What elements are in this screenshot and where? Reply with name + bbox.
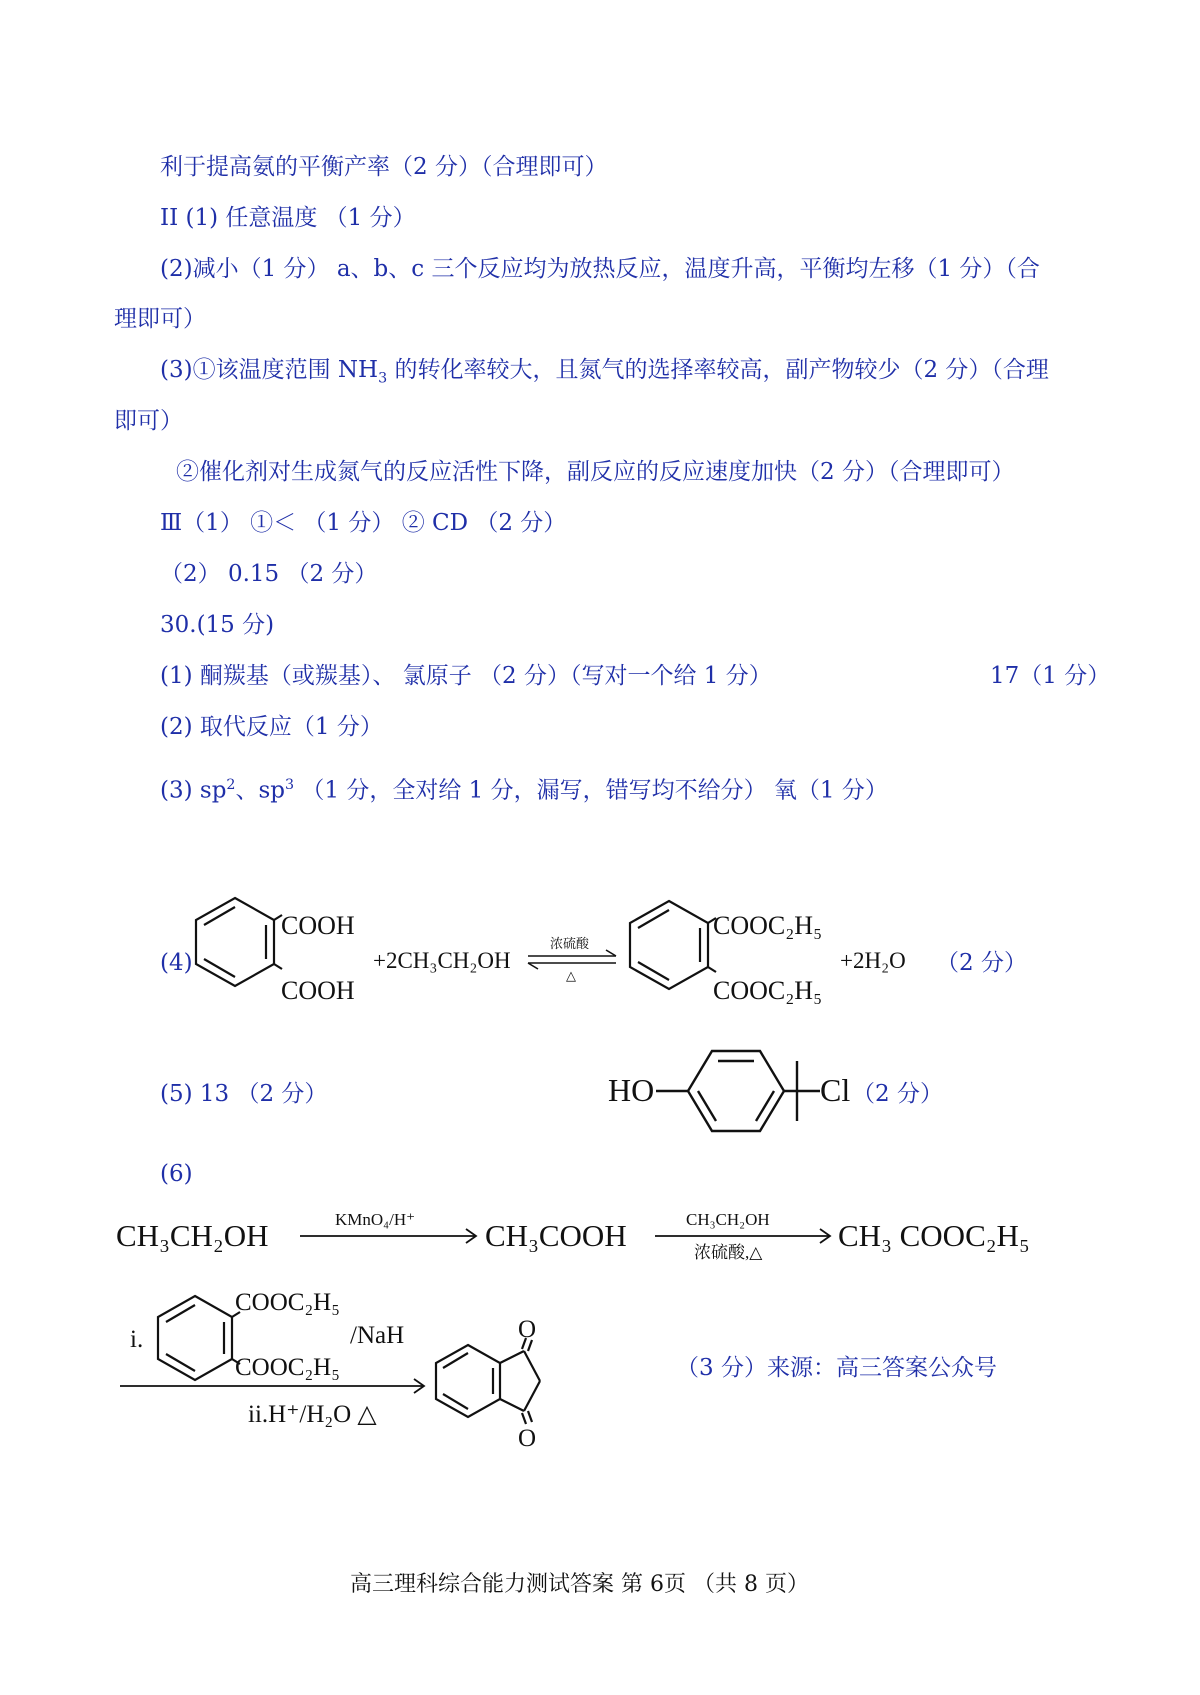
text-line: (1) 酮羰基（或羰基）、 氯原子 （2 分）（写对一个给 1 分） — [160, 663, 772, 689]
hydroxyl-label: HO — [608, 1072, 655, 1108]
text-span: 、sp — [235, 777, 286, 804]
score-text: （2 分） — [852, 1081, 943, 1107]
carbonyl-oxygen-top: O — [518, 1316, 537, 1343]
text-line: (2) 取代反应（1 分） — [160, 714, 383, 740]
reaction-arrow-icon — [655, 1229, 830, 1243]
text-line: 利于提高氨的平衡产率（2 分）（合理即可） — [160, 154, 608, 180]
ethanol-reagent: +2CH₃CH₂OH — [373, 948, 511, 973]
condition-heat: △ — [566, 968, 576, 983]
item-label: (6) — [160, 1161, 193, 1187]
ester-group-top: COOC₂H₅ — [713, 911, 823, 940]
water-product: +2H₂O — [840, 948, 906, 973]
ethyl-acetate: CH₃ COOC₂H₅ — [838, 1218, 1030, 1253]
text-line: 17（1 分） — [990, 663, 1111, 689]
acetic-acid: CH₃COOH — [485, 1218, 627, 1253]
reaction-arrow-icon — [120, 1379, 424, 1393]
text-line: 即可） — [114, 408, 183, 434]
ester-group-bottom: COOC₂H₅ — [235, 1354, 340, 1381]
text-span: (3)①该温度范围 NH — [160, 357, 379, 383]
reaction-arrow-icon — [300, 1229, 476, 1243]
oxidant-condition: KMnO₄/H⁺ — [335, 1210, 416, 1229]
text-line: （2） 0.15 （2 分） — [160, 561, 378, 587]
page-footer: 高三理科综合能力测试答案 第 6页 （共 8 页） — [350, 1572, 809, 1597]
chlorine-label: Cl — [820, 1072, 851, 1108]
cooh-bottom: COOH — [281, 976, 355, 1005]
superscript: 2 — [226, 777, 236, 793]
text-span: 的转化率较大，且氮气的选择率较高，副产物较少（2 分）（合理 — [387, 357, 1049, 383]
text-span: (3) sp — [160, 777, 227, 804]
text-line: II (1) 任意温度 （1 分） — [160, 205, 416, 231]
nah-reagent: /NaH — [350, 1322, 405, 1349]
ethanol-condition: CH₃CH₂OH — [686, 1210, 770, 1229]
text-line: ②催化剂对生成氮气的反应活性下降，副反应的反应速度加快（2 分）（合理即可） — [176, 459, 1015, 485]
ethanol-start: CH₃CH₂OH — [116, 1218, 269, 1253]
item-label: (4) — [160, 950, 193, 976]
score-text: （3 分）来源：高三答案公众号 — [676, 1355, 997, 1381]
step-ii-label: ii.H⁺/H₂O △ — [248, 1401, 377, 1428]
text-line: (2)减小（1 分） a、b、c 三个反应均为放热反应，温度升高，平衡均左移（1 分）（合 — [160, 256, 1040, 282]
benzene-ring-icon — [158, 1296, 240, 1380]
cooh-top: COOH — [281, 911, 355, 940]
text-line: Ⅲ（1） ①＜ （1 分） ② CD （2 分） — [160, 510, 567, 536]
text-span: （1 分，全对给 1 分，漏写，错写均不给分） 氧（1 分） — [294, 777, 888, 804]
acid-heat-condition: 浓硫酸,△ — [694, 1243, 763, 1262]
superscript: 3 — [285, 777, 295, 793]
score-text: （2 分） — [936, 950, 1027, 976]
step-i-label: i. — [130, 1326, 144, 1353]
ester-group-top: COOC₂H₅ — [235, 1289, 340, 1316]
indanedione-structure-icon — [436, 1338, 540, 1424]
item-label: (5) 13 （2 分） — [160, 1081, 328, 1107]
subscript: 3 — [378, 370, 388, 387]
ester-group-bottom: COOC₂H₅ — [713, 976, 823, 1005]
text-line: 理即可） — [114, 306, 206, 332]
carbonyl-oxygen-bottom: O — [518, 1425, 537, 1452]
text-line: 30.(15 分) — [160, 612, 275, 638]
condition-acid: 浓硫酸 — [550, 936, 590, 951]
